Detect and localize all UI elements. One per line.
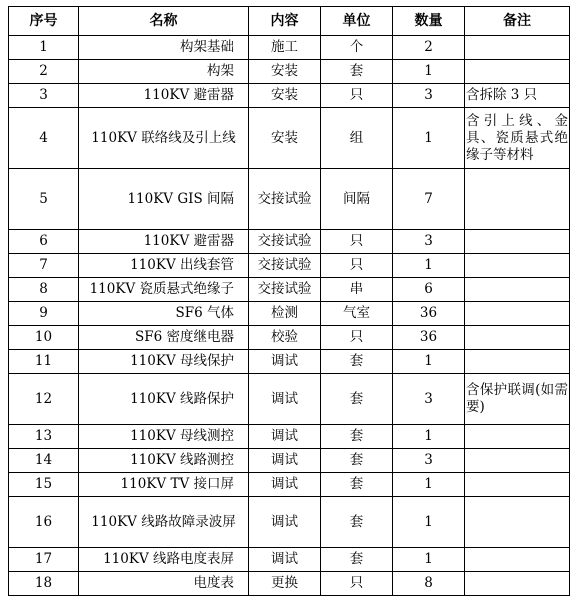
cell-no: 14 <box>9 449 79 473</box>
table-row <box>9 254 570 278</box>
cell-content: 调试 <box>249 449 321 473</box>
cell-qty: 1 <box>393 473 465 497</box>
cell-name: 构架 <box>79 60 249 84</box>
cell-unit: 套 <box>321 497 393 548</box>
cell-unit: 只 <box>321 254 393 278</box>
cell-unit: 只 <box>321 84 393 108</box>
cell-no: 11 <box>9 350 79 374</box>
cell-qty: 3 <box>393 84 465 108</box>
cell-note <box>465 449 570 473</box>
cell-qty: 2 <box>393 36 465 60</box>
cell-qty: 6 <box>393 278 465 302</box>
cell-unit: 套 <box>321 374 393 425</box>
cell-name: 电度表 <box>79 572 249 596</box>
cell-no: 7 <box>9 254 79 278</box>
cell-unit: 串 <box>321 278 393 302</box>
cell-no: 5 <box>9 169 79 230</box>
cell-unit: 套 <box>321 449 393 473</box>
cell-content: 调试 <box>249 473 321 497</box>
cell-unit: 套 <box>321 425 393 449</box>
cell-name: 110KV 母线保护 <box>79 350 249 374</box>
cell-qty: 36 <box>393 326 465 350</box>
cell-content: 调试 <box>249 425 321 449</box>
cell-note: 含拆除 3 只 <box>465 84 570 108</box>
cell-name: 110KV 避雷器 <box>79 84 249 108</box>
cell-note <box>465 36 570 60</box>
cell-qty: 3 <box>393 449 465 473</box>
cell-qty: 1 <box>393 548 465 572</box>
table-row <box>9 169 570 230</box>
cell-unit: 间隔 <box>321 169 393 230</box>
cell-note <box>465 497 570 548</box>
cell-no: 6 <box>9 230 79 254</box>
cell-note <box>465 254 570 278</box>
cell-qty: 1 <box>393 497 465 548</box>
cell-qty: 3 <box>393 230 465 254</box>
cell-name: 110KV 线路保护 <box>79 374 249 425</box>
header-qty: 数量 <box>393 7 465 36</box>
table-row <box>9 473 570 497</box>
cell-note <box>465 278 570 302</box>
header-name: 名称 <box>79 7 249 36</box>
cell-note: 含保护联调(如需要) <box>465 374 570 425</box>
table-body <box>9 36 570 596</box>
cell-unit: 套 <box>321 60 393 84</box>
cell-content: 调试 <box>249 350 321 374</box>
cell-note <box>465 326 570 350</box>
table-row <box>9 60 570 84</box>
work-items-table-container <box>8 6 569 596</box>
cell-name: 110KV 联络线及引上线 <box>79 108 249 169</box>
cell-name: 110KV 出线套管 <box>79 254 249 278</box>
cell-unit: 套 <box>321 548 393 572</box>
table-row <box>9 326 570 350</box>
cell-unit: 套 <box>321 350 393 374</box>
cell-qty: 1 <box>393 254 465 278</box>
cell-qty: 1 <box>393 350 465 374</box>
cell-name: 110KV GIS 间隔 <box>79 169 249 230</box>
header-row <box>9 7 570 36</box>
header-note: 备注 <box>465 7 570 36</box>
cell-note <box>465 350 570 374</box>
cell-content: 安装 <box>249 60 321 84</box>
cell-unit: 个 <box>321 36 393 60</box>
cell-note <box>465 169 570 230</box>
cell-name: 110KV 避雷器 <box>79 230 249 254</box>
cell-qty: 1 <box>393 425 465 449</box>
cell-unit: 套 <box>321 473 393 497</box>
cell-note <box>465 60 570 84</box>
cell-unit: 只 <box>321 230 393 254</box>
cell-note <box>465 548 570 572</box>
cell-qty: 8 <box>393 572 465 596</box>
cell-no: 3 <box>9 84 79 108</box>
table-row <box>9 230 570 254</box>
cell-no: 15 <box>9 473 79 497</box>
cell-content: 更换 <box>249 572 321 596</box>
cell-qty: 7 <box>393 169 465 230</box>
cell-content: 校验 <box>249 326 321 350</box>
cell-name: 110KV 线路测控 <box>79 449 249 473</box>
cell-name: 构架基础 <box>79 36 249 60</box>
header-unit: 单位 <box>321 7 393 36</box>
cell-qty: 1 <box>393 60 465 84</box>
cell-no: 10 <box>9 326 79 350</box>
table-row <box>9 548 570 572</box>
cell-note <box>465 302 570 326</box>
cell-name: SF6 密度继电器 <box>79 326 249 350</box>
cell-name: 110KV TV 接口屏 <box>79 473 249 497</box>
cell-name: 110KV 线路故障录波屏 <box>79 497 249 548</box>
table-row <box>9 84 570 108</box>
table-row <box>9 278 570 302</box>
cell-qty: 3 <box>393 374 465 425</box>
cell-content: 交接试验 <box>249 278 321 302</box>
cell-no: 8 <box>9 278 79 302</box>
cell-content: 安装 <box>249 84 321 108</box>
cell-content: 施工 <box>249 36 321 60</box>
cell-qty: 36 <box>393 302 465 326</box>
cell-content: 调试 <box>249 548 321 572</box>
cell-unit: 只 <box>321 326 393 350</box>
table-row <box>9 425 570 449</box>
cell-no: 4 <box>9 108 79 169</box>
cell-content: 调试 <box>249 497 321 548</box>
cell-note: 含引上线、金具、瓷质悬式绝缘子等材料 <box>465 108 570 169</box>
cell-qty: 1 <box>393 108 465 169</box>
cell-note <box>465 230 570 254</box>
cell-name: SF6 气体 <box>79 302 249 326</box>
cell-no: 16 <box>9 497 79 548</box>
cell-unit: 气室 <box>321 302 393 326</box>
cell-no: 12 <box>9 374 79 425</box>
header-content: 内容 <box>249 7 321 36</box>
table-row <box>9 36 570 60</box>
cell-unit: 只 <box>321 572 393 596</box>
table-row <box>9 497 570 548</box>
table-row <box>9 572 570 596</box>
work-items-table <box>8 6 570 596</box>
cell-note <box>465 572 570 596</box>
cell-content: 交接试验 <box>249 230 321 254</box>
cell-content: 调试 <box>249 374 321 425</box>
cell-unit: 组 <box>321 108 393 169</box>
cell-note <box>465 425 570 449</box>
cell-content: 安装 <box>249 108 321 169</box>
table-row <box>9 302 570 326</box>
cell-no: 1 <box>9 36 79 60</box>
cell-content: 交接试验 <box>249 254 321 278</box>
cell-name: 110KV 母线测控 <box>79 425 249 449</box>
table-row <box>9 449 570 473</box>
cell-note <box>465 473 570 497</box>
cell-content: 交接试验 <box>249 169 321 230</box>
header-no: 序号 <box>9 7 79 36</box>
table-row <box>9 108 570 169</box>
cell-content: 检测 <box>249 302 321 326</box>
cell-no: 13 <box>9 425 79 449</box>
cell-name: 110KV 瓷质悬式绝缘子 <box>79 278 249 302</box>
cell-name: 110KV 线路电度表屏 <box>79 548 249 572</box>
cell-no: 18 <box>9 572 79 596</box>
cell-no: 2 <box>9 60 79 84</box>
cell-no: 17 <box>9 548 79 572</box>
cell-no: 9 <box>9 302 79 326</box>
table-row <box>9 374 570 425</box>
table-row <box>9 350 570 374</box>
